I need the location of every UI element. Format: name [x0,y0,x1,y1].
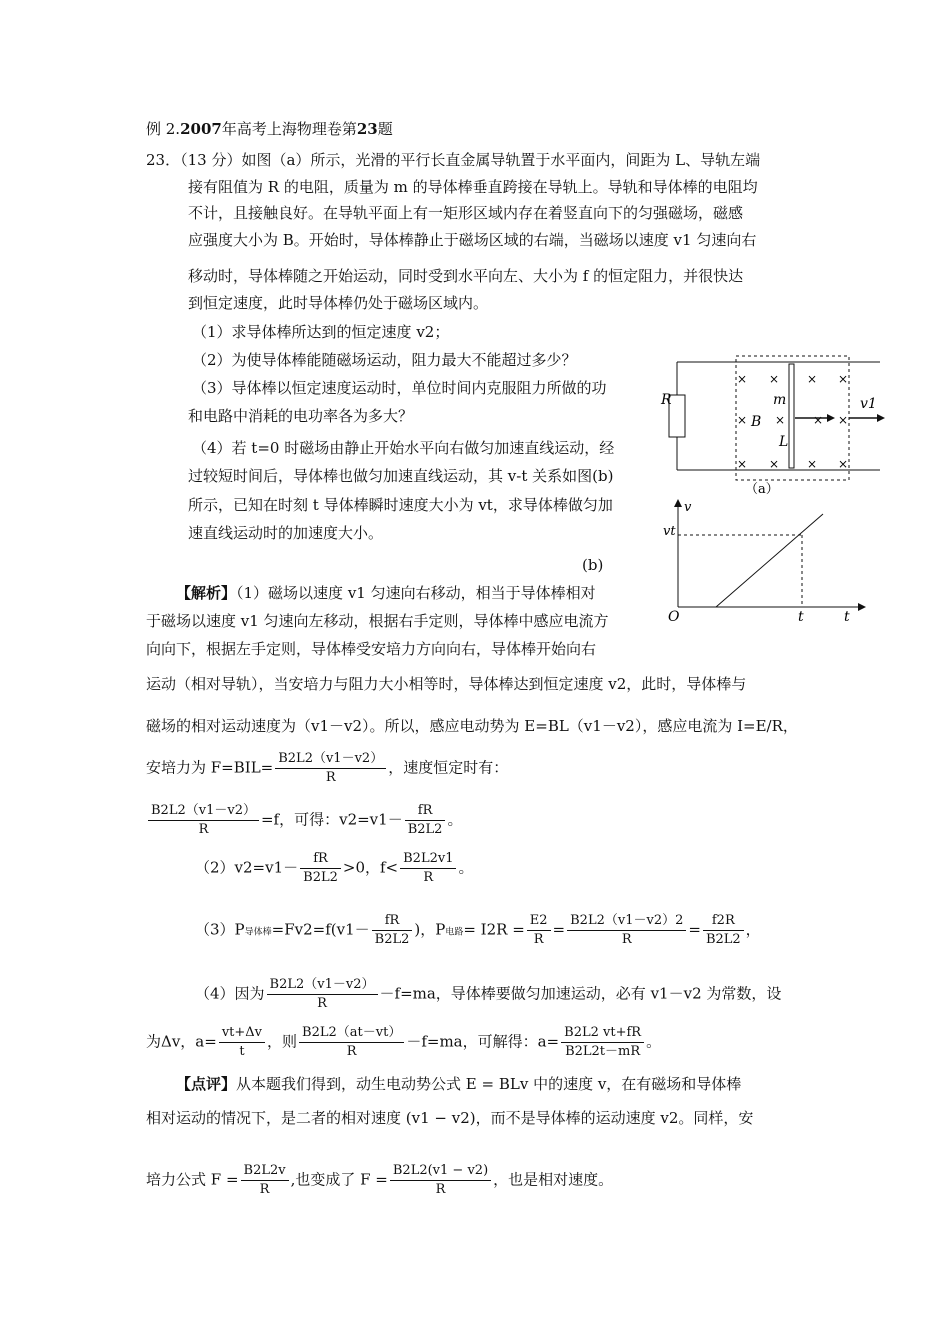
t-axis-arrow [858,603,866,611]
text: 。 [458,858,474,877]
label-R: R [661,392,672,408]
fraction-fmax [400,850,456,887]
problem-line-3: 不计，且接触良好。在导轨平面上有一矩形区域内存在着竖直向下的匀强磁场，磁感 [188,204,744,222]
solution-line-5: 磁场的相对运动速度为（v1－v2）。所以，感应电动势为 E=BL（v1－v2），感应电流为 I=E/R， [146,717,798,735]
cross-mark: × [838,372,849,386]
numerator: B2L2（at－vt） [299,1024,404,1043]
label-m: m [773,392,787,408]
label-vt: vt [663,524,676,539]
text: 培力公式 F = [146,1170,239,1189]
subscript: 电路 [445,927,464,938]
solution-part-2 [195,850,473,887]
numerator: E2 [527,912,551,931]
v-axis-arrow [674,499,682,507]
fraction-power [567,912,686,949]
cross-mark: × [813,413,824,427]
comment-tag: 【点评】 [176,1075,237,1093]
denominator: R [533,932,544,947]
solution-line-4: 运动（相对导轨），当安培力与阻力大小相等时，导体棒达到恒定速度 v2，此时，导体棒与 [146,675,747,693]
label-L: L [779,434,789,450]
text: （2）v2=v1－ [195,858,299,877]
label-O: O [668,609,680,625]
question-4a: （4）若 t=0 时磁场由静止开始水平向右做匀加速直线运动，经 [192,439,615,457]
figure-b-vt-graph [650,495,870,625]
fraction-ampere [275,750,386,787]
solution-part-4 [195,976,781,1013]
fraction-at [299,1024,404,1061]
denominator: B2L2 [705,932,741,947]
denominator: R [259,1182,270,1197]
figure-b-label: (b) [582,556,604,574]
rod-arrow-head [827,414,835,422]
numerator: B2L2v [241,1162,289,1181]
fraction-a [219,1024,265,1061]
problem-line-5: 移动时，导体棒随之开始运动，同时受到水平向左、大小为 f 的恒定阻力，并很快达 [188,267,744,285]
fraction-f2R [703,912,744,949]
comment-line-3 [146,1162,613,1199]
denominator: R [435,1182,446,1197]
denominator: t [239,1044,245,1059]
solution-line-7 [146,802,462,839]
fraction-fR-3 [372,912,413,949]
cross-mark: × [838,413,849,427]
denominator: R [198,822,209,837]
numerator: f2R [703,912,744,931]
denominator: R [346,1044,357,1059]
fraction-result [561,1024,644,1061]
text: 。 [646,1032,662,1051]
problem-line-1: 23．（13 分）如图（a）所示，光滑的平行长直金属导轨置于水平面内，间距为 L、导轨左端 [146,151,761,169]
numerator: B2L2（v1－v2） [148,802,259,821]
numerator: B2L2（v1－v2） [267,976,378,995]
fraction-fR-2 [300,850,341,887]
denominator: B2L2t－mR [565,1044,641,1059]
question-1: （1）求导体棒所达到的恒定速度 v2； [192,323,450,341]
header-qno: 23 [356,120,378,138]
figure-a-circuit [655,352,890,497]
denominator: B2L2 [303,870,338,885]
subscript: 导体棒 [244,927,272,938]
numerator: B2L2（v1－v2） [275,750,386,769]
text: （3）P [195,920,245,939]
label-t-mark: t [798,609,804,625]
conductor-rod [789,364,794,468]
vt-line [716,514,823,607]
fraction-fR [405,802,446,839]
denominator: B2L2 [374,932,410,947]
text: 安培力为 F=BIL= [146,758,274,777]
fraction-ampere-2 [148,802,259,839]
text: 。 [447,810,463,829]
caption-a: （a） [745,482,779,497]
solution-line-6 [146,750,508,787]
numerator: vt+Δv [219,1024,265,1043]
comment-line-1 [176,1074,741,1094]
fraction-comment-2 [390,1162,491,1199]
question-3b: 和电路中消耗的电功率各为多大？ [188,407,414,425]
cross-mark: × [737,457,748,471]
solution-tag: 【解析】 [176,584,237,602]
solution-part-4b [146,1024,661,1061]
text: =Fv2=f(v1－ [271,920,370,939]
question-3a: （3）导体棒以恒定速度运动时，单位时间内克服阻力所做的功 [192,379,607,397]
label-t-axis: t [844,609,850,625]
label-B: B [751,414,762,430]
cross-mark: × [775,413,786,427]
denominator: R [325,770,336,785]
cross-mark: × [737,413,748,427]
text: = I2R = [463,920,525,939]
problem-line-2: 接有阻值为 R 的电阻，质量为 m 的导体棒垂直跨接在导轨上。导轨和导体棒的电阻均 [188,178,758,196]
denominator: B2L2 [407,822,443,837]
denominator: R [423,870,434,885]
comment-line-2: 相对运动的情况下，是二者的相对速度 (v1 − v2)，而不是导体棒的运动速度 v2。同样，安 [146,1109,754,1127]
denominator: R [621,932,632,947]
solution-part-3: （3）P导体棒=Fv2=f(v1－ $\frac{fR}{B2L2}$ )，P电路= I2R = $\frac{E2}{R}$ = $\frac{B2L2(v1-v2)2}{R}$ = $\frac{f2R}{B2L2}$ ， [195,913,761,947]
text: 为Δv，a= [146,1032,217,1051]
problem-line-4: 应强度大小为 B。开始时，导体棒静止于磁场区域的右端，当磁场以速度 v1 匀速向右 [188,231,757,249]
fraction-comment-1 [241,1162,289,1199]
cross-mark: × [769,457,780,471]
text: （4）因为 [195,984,265,1003]
numerator: fR [300,850,341,869]
text: =f，可得：v2=v1－ [260,810,403,829]
solution-text: （1）磁场以速度 v1 匀速向右移动，相当于导体棒相对 [236,584,596,602]
solution-line-3: 向向下，根据左手定则，导体棒受安培力方向向右，导体棒开始向右 [146,640,597,658]
text: ，则 [267,1032,298,1051]
fraction-E2R [527,912,551,949]
question-4b: 过较短时间后，导体棒也做匀加速直线运动，其 v-t 关系如图(b) [188,467,614,485]
example-label: 例 2. [146,120,181,138]
numerator: B2L2（v1－v2）2 [567,912,686,931]
header-tail: 题 [377,120,393,138]
solution-line-1 [176,583,596,603]
problem-line-6: 到恒定速度，此时导体棒仍处于磁场区域内。 [188,294,489,312]
numerator: fR [372,912,413,931]
cross-mark: × [838,457,849,471]
text: )，P [414,920,446,939]
fraction-ampere-3 [267,976,378,1013]
text: ， [745,920,761,939]
text: >0，f< [342,858,399,877]
label-v1: v1 [860,396,877,412]
numerator: B2L2(v1 − v2) [390,1162,491,1181]
label-v: v [684,500,692,515]
cross-mark: × [737,372,748,386]
text: ，也是相对速度。 [493,1170,614,1189]
cross-mark: × [769,372,780,386]
text: 从本题我们得到，动生电动势公式 E = BLv 中的速度 v，在有磁场和导体棒 [236,1075,742,1093]
question-2: （2）为使导体棒能随磁场运动，阻力最大不能超过多少？ [192,351,577,369]
text: －f=ma，导体棒要做匀加速运动，必有 v1－v2 为常数，设 [379,984,782,1003]
question-4c: 所示，已知在时刻 t 导体棒瞬时速度大小为 vt，求导体棒做匀加 [188,496,613,514]
text: －f=ma，可解得：a= [406,1032,560,1051]
solution-line-2: 于磁场以速度 v1 匀速向左移动，根据右手定则，导体棒中感应电流方 [146,612,609,630]
cross-mark: × [807,372,818,386]
question-4d: 速直线运动时的加速度大小。 [188,524,384,542]
example-header [146,119,393,139]
numerator: B2L2 vt+fR [561,1024,644,1043]
cross-mark: × [807,457,818,471]
header-year: 2007 [180,120,222,138]
text: ，速度恒定时有： [388,758,509,777]
header-source: 年高考上海物理卷第 [221,120,357,138]
text: ,也变成了 F = [290,1170,388,1189]
numerator: fR [405,802,446,821]
v1-arrow-head [877,414,885,422]
denominator: R [317,996,327,1011]
numerator: B2L2v1 [400,850,456,869]
